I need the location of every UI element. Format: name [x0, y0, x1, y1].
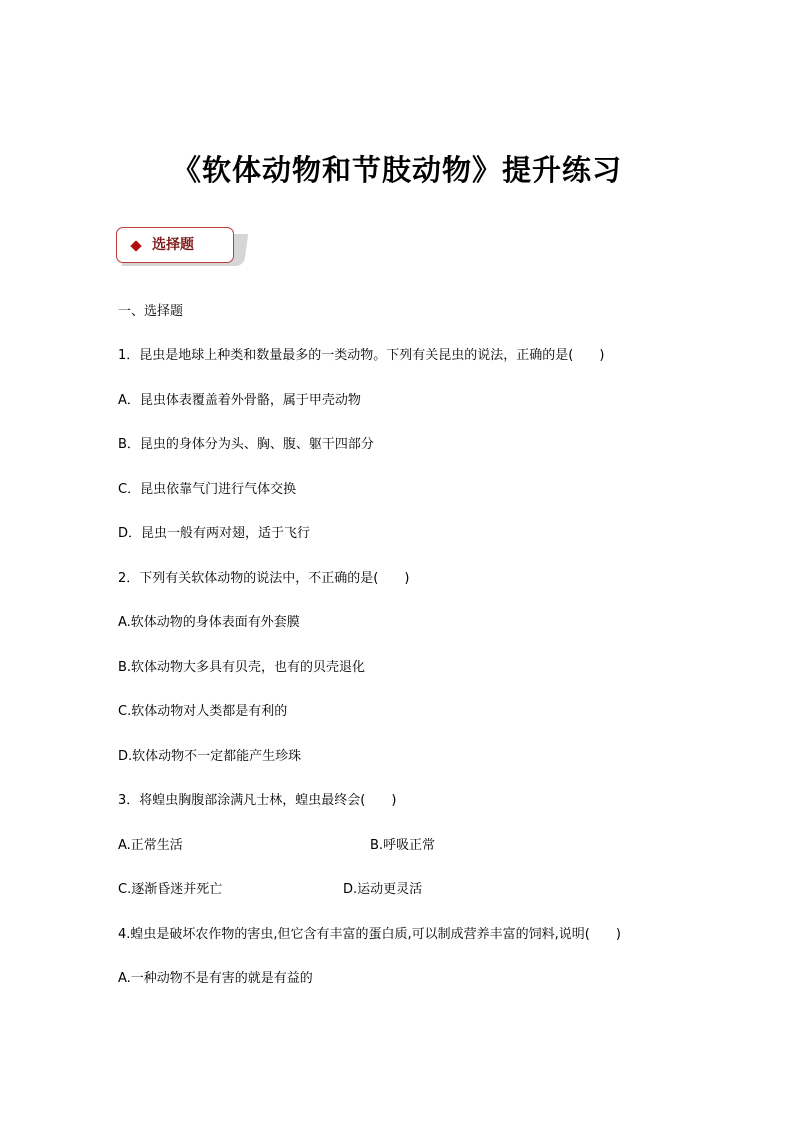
question-2-option-b: B.软体动物大多具有贝壳，也有的贝壳退化 [118, 660, 366, 675]
diamond-icon [130, 240, 141, 251]
question-2-option-c: C.软体动物对人类都是有利的 [118, 704, 288, 719]
section-heading: 一、选择题 [118, 304, 184, 319]
question-4-option-a: A.一种动物不是有害的就是有益的 [118, 971, 313, 986]
question-1-option-a: A．昆虫体表覆盖着外骨骼，属于甲壳动物 [118, 393, 361, 408]
question-1-option-c: C．昆虫依靠气门进行气体交换 [118, 482, 297, 497]
question-1-option-b: B．昆虫的身体分为头、胸、腹、躯干四部分 [118, 437, 374, 452]
question-3-option-b: B.呼吸正常 [370, 838, 436, 853]
question-3-stem: 3．将蝗虫胸腹部涂满凡士林，蝗虫最终会( ) [118, 793, 397, 808]
question-3-option-d: D.运动更灵活 [343, 882, 423, 897]
question-2-option-d: D.软体动物不一定都能产生珍珠 [118, 749, 302, 764]
question-1-stem: 1．昆虫是地球上种类和数量最多的一类动物。下列有关昆虫的说法，正确的是( ) [118, 348, 605, 363]
question-2-option-a: A.软体动物的身体表面有外套膜 [118, 615, 300, 630]
question-4-stem: 4.蝗虫是破坏农作物的害虫,但它含有丰富的蛋白质,可以制成营养丰富的饲料,说明( ) [118, 927, 621, 942]
question-2-stem: 2．下列有关软体动物的说法中，不正确的是( ) [118, 571, 410, 586]
section-badge-label: 选择题 [152, 237, 194, 253]
question-1-option-d: D．昆虫一般有两对翅，适于飞行 [118, 526, 311, 541]
document-title: 《软体动物和节肢动物》提升练习 [171, 153, 622, 187]
question-3-option-c: C.逐渐昏迷并死亡 [118, 882, 223, 897]
section-badge [116, 227, 250, 269]
section-badge-box [116, 227, 234, 263]
question-3-option-a: A.正常生活 [118, 838, 183, 853]
